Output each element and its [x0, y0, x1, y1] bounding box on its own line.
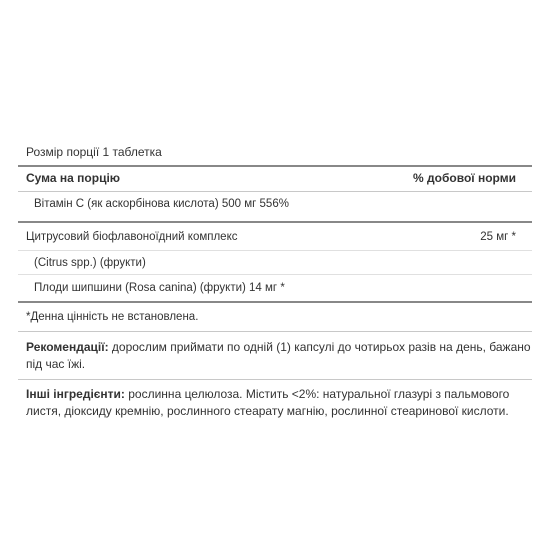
recommendations-text: дорослим приймати по одній (1) капсулі до чотирьох разів на день, бажано під час їжі.	[26, 340, 531, 371]
footnote: *Денна цінність не встановлена.	[18, 303, 532, 332]
facts-row-label: Цитрусовий біофлавоноїдний комплекс	[26, 230, 238, 243]
facts-header-row	[18, 165, 532, 192]
facts-row	[18, 275, 532, 303]
ingredients-text: рослинна целюлоза. Містить <2%: натуральної глазурі з пальмового листя, діоксиду кремнію, рослинного стеарату магнію, рослинної стеаринової кислоти.	[26, 387, 510, 418]
supplement-facts-panel	[18, 140, 532, 426]
facts-row-label: Плоди шипшини (Rosa canina) (фрукти) 14 мг *	[34, 282, 285, 294]
recommendations-label: Рекомендації:	[26, 340, 109, 354]
facts-row-label: (Citrus spp.) (фрукти)	[34, 256, 146, 269]
ingredients-label: Інші інгредієнти:	[26, 387, 125, 401]
facts-row	[18, 223, 532, 251]
ingredients-paragraph	[18, 380, 532, 426]
vitamin-c-row: Вітамін С (як аскорбінова кислота) 500 мг 556%	[18, 192, 532, 223]
serving-size: Розмір порції 1 таблетка	[26, 145, 162, 159]
facts-row	[18, 251, 532, 275]
amount-per-serving-header: Сума на порцію	[26, 171, 121, 185]
facts-row-value: 25 мг *	[480, 230, 516, 243]
recommendations-paragraph	[18, 332, 532, 380]
daily-value-header: % добової норми	[413, 171, 516, 185]
